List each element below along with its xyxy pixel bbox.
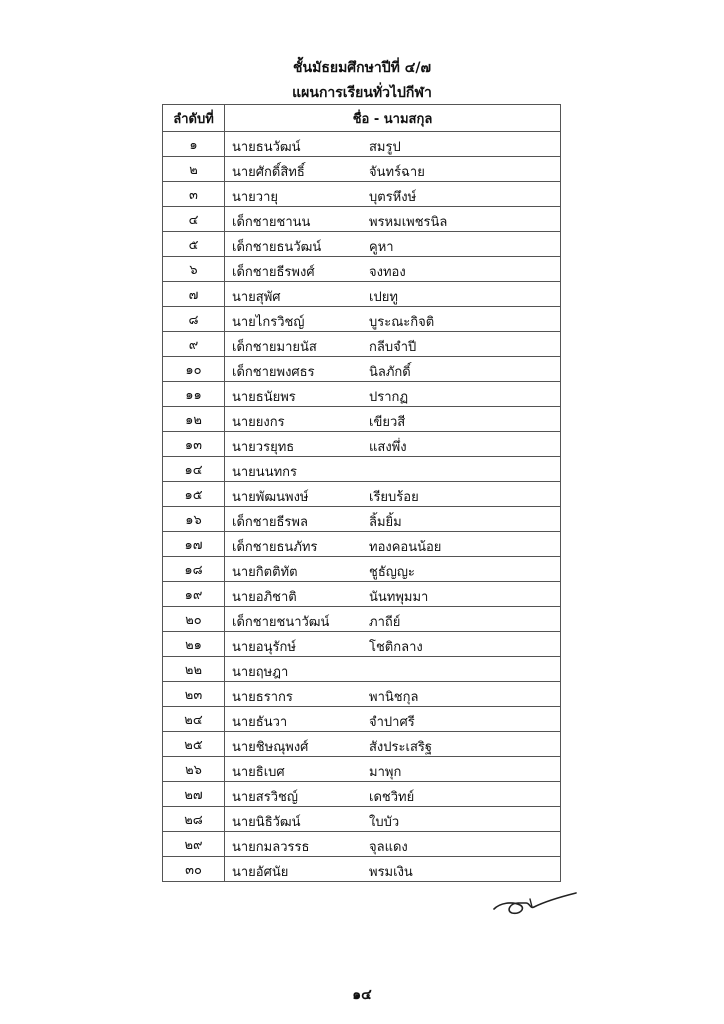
table-row [163, 632, 561, 657]
row-number: ๓๐ [163, 857, 225, 882]
student-name-cell [225, 257, 561, 282]
student-name-cell [225, 232, 561, 257]
student-first-name: นายกิตติทัต [232, 565, 298, 580]
table-row [163, 557, 561, 582]
row-number: ๑ [163, 132, 225, 157]
student-name-cell [225, 582, 561, 607]
student-first-name: เด็กชายธนภัทร [232, 540, 318, 555]
student-name-cell [225, 182, 561, 207]
row-number: ๒๓ [163, 682, 225, 707]
table-row [163, 332, 561, 357]
student-name-cell [225, 507, 561, 532]
column-header-number: ลำดับที่ [163, 105, 225, 132]
student-name-cell [225, 632, 561, 657]
student-first-name: นายฤษฎา [232, 665, 289, 680]
student-name-cell [225, 132, 561, 157]
table-row [163, 132, 561, 157]
student-name-cell [225, 382, 561, 407]
student-first-name: นายธรากร [232, 690, 293, 705]
table-row [163, 857, 561, 882]
student-name-cell [225, 207, 561, 232]
student-name-cell [225, 682, 561, 707]
table-row [163, 657, 561, 682]
student-first-name: นายพัฒนพงษ์ [232, 490, 309, 505]
student-first-name: นายไกรวิชญ์ [232, 315, 305, 330]
student-first-name: เด็กชายมายนัส [232, 340, 317, 355]
student-last-name: ภาถีย์ [369, 615, 401, 630]
student-name-cell [225, 332, 561, 357]
table-row [163, 157, 561, 182]
table-row [163, 257, 561, 282]
student-last-name: นันทพุมมา [369, 590, 429, 605]
table-row [163, 582, 561, 607]
student-name-cell [225, 432, 561, 457]
table-row [163, 407, 561, 432]
table-row [163, 782, 561, 807]
student-last-name: เปยทู [369, 290, 398, 305]
table-row [163, 307, 561, 332]
student-last-name: กลีบจำปี [369, 340, 417, 355]
student-first-name: นายสรวิชญ์ [232, 790, 298, 805]
row-number: ๒๐ [163, 607, 225, 632]
student-first-name: นายศักดิ์สิทธิ์ [232, 165, 305, 180]
student-first-name: เด็กชายธีรพล [232, 515, 308, 530]
student-first-name: นายธนัยพร [232, 390, 296, 405]
student-first-name: นายกมลวรรธ [232, 840, 310, 855]
student-name-cell [225, 657, 561, 682]
table-row [163, 457, 561, 482]
row-number: ๓ [163, 182, 225, 207]
row-number: ๑๙ [163, 582, 225, 607]
student-last-name: ใบบัว [369, 815, 400, 830]
student-last-name: มาพุก [369, 765, 402, 780]
row-number: ๒๔ [163, 707, 225, 732]
table-row [163, 207, 561, 232]
student-first-name: นายธันวา [232, 715, 288, 730]
student-last-name: เดชวิทย์ [369, 790, 415, 805]
student-last-name: โชติกลาง [369, 640, 423, 655]
row-number: ๒๒ [163, 657, 225, 682]
student-name-cell [225, 157, 561, 182]
student-last-name: พรมเงิน [369, 865, 413, 880]
row-number: ๒๗ [163, 782, 225, 807]
table-row [163, 507, 561, 532]
table-row [163, 482, 561, 507]
row-number: ๑๔ [163, 457, 225, 482]
row-number: ๒๖ [163, 757, 225, 782]
row-number: ๗ [163, 282, 225, 307]
student-name-cell [225, 807, 561, 832]
table-row [163, 432, 561, 457]
student-last-name: นิลภักดิ์ [369, 365, 411, 380]
table-header-row [163, 105, 561, 132]
student-first-name: เด็กชายธนวัฒน์ [232, 240, 322, 255]
row-number: ๑๕ [163, 482, 225, 507]
student-name-cell [225, 557, 561, 582]
row-number: ๘ [163, 307, 225, 332]
student-first-name: เด็กชายพงศธร [232, 365, 315, 380]
student-first-name: นายนิธิวัฒน์ [232, 815, 301, 830]
row-number: ๑๑ [163, 382, 225, 407]
student-name-cell [225, 282, 561, 307]
student-first-name: นายวรยุทธ [232, 440, 295, 455]
row-number: ๖ [163, 257, 225, 282]
table-row [163, 832, 561, 857]
student-first-name: เด็กชายธีรพงศ์ [232, 265, 315, 280]
row-number: ๑๘ [163, 557, 225, 582]
student-name-cell [225, 707, 561, 732]
table-row [163, 732, 561, 757]
student-last-name: เรียบร้อย [369, 490, 419, 505]
student-name-cell [225, 482, 561, 507]
student-name-cell [225, 457, 561, 482]
student-name-cell [225, 757, 561, 782]
table-body [163, 132, 561, 882]
student-last-name: พรหมเพชรนิล [369, 215, 448, 230]
student-first-name: นายวายุ [232, 190, 279, 205]
row-number: ๑๐ [163, 357, 225, 382]
signature-mark [490, 885, 580, 925]
student-name-cell [225, 732, 561, 757]
student-name-cell [225, 832, 561, 857]
student-last-name: เขียวสี [369, 415, 406, 430]
row-number: ๑๒ [163, 407, 225, 432]
student-first-name: นายสุพัศ [232, 290, 281, 305]
row-number: ๑๖ [163, 507, 225, 532]
row-number: ๒๘ [163, 807, 225, 832]
student-name-cell [225, 357, 561, 382]
student-name-cell [225, 782, 561, 807]
page-number: ๑๔ [352, 987, 372, 1003]
row-number: ๑๗ [163, 532, 225, 557]
student-last-name: บูระณะกิจติ [369, 315, 435, 330]
student-last-name: ทองคอนน้อย [369, 540, 442, 555]
student-last-name: จุลแดง [369, 840, 408, 855]
row-number: ๒๑ [163, 632, 225, 657]
student-last-name: ชูธัญญะ [369, 565, 415, 580]
table-row [163, 532, 561, 557]
student-first-name: นายธิเบศ [232, 765, 285, 780]
student-first-name: นายอัศนัย [232, 865, 289, 880]
column-header-name: ชื่อ - นามสกุล [225, 105, 561, 132]
student-last-name: บุตรหึงษ์ [369, 190, 417, 205]
table-row [163, 282, 561, 307]
student-first-name: นายอภิชาติ [232, 590, 297, 605]
row-number: ๑๓ [163, 432, 225, 457]
student-name-cell [225, 407, 561, 432]
table-row [163, 807, 561, 832]
table-row [163, 232, 561, 257]
student-name-cell [225, 532, 561, 557]
table-row [163, 607, 561, 632]
student-last-name: จันทร์ฉาย [369, 165, 425, 180]
student-first-name: นายนนทกร [232, 465, 297, 480]
student-name-cell [225, 607, 561, 632]
student-first-name: นายอนุรักษ์ [232, 640, 296, 655]
student-first-name: นายธนวัฒน์ [232, 140, 301, 155]
student-roster-table [162, 104, 561, 882]
student-name-cell [225, 307, 561, 332]
row-number: ๕ [163, 232, 225, 257]
student-last-name: จำปาศรี [369, 715, 415, 730]
page-subtitle: แผนการเรียนทั่วไปกีฬา [292, 85, 432, 101]
table-row [163, 382, 561, 407]
row-number: ๒๙ [163, 832, 225, 857]
table-row [163, 182, 561, 207]
student-first-name: เด็กชายชานน [232, 215, 311, 230]
table-row [163, 682, 561, 707]
student-last-name: สมรูป [369, 140, 401, 155]
student-last-name: จงทอง [369, 265, 406, 280]
page-title: ชั้นมัธยมศึกษาปีที่ ๔/๗ [293, 60, 431, 76]
student-last-name: ลิ้มยิ้ม [369, 515, 402, 530]
student-first-name: นายชิษณุพงศ์ [232, 740, 309, 755]
student-first-name: เด็กชายชนาวัฒน์ [232, 615, 330, 630]
student-name-cell [225, 857, 561, 882]
row-number: ๒๕ [163, 732, 225, 757]
student-last-name: พานิชกุล [369, 690, 419, 705]
student-last-name: ปรากฏ [369, 390, 409, 405]
student-last-name: แสงพึ่ง [369, 440, 407, 455]
table-row [163, 707, 561, 732]
table-row [163, 357, 561, 382]
row-number: ๙ [163, 332, 225, 357]
student-last-name: คูหา [369, 240, 394, 255]
row-number: ๔ [163, 207, 225, 232]
table-row [163, 757, 561, 782]
student-first-name: นายยงกร [232, 415, 285, 430]
student-last-name: สังประเสริฐ [369, 740, 433, 755]
row-number: ๒ [163, 157, 225, 182]
